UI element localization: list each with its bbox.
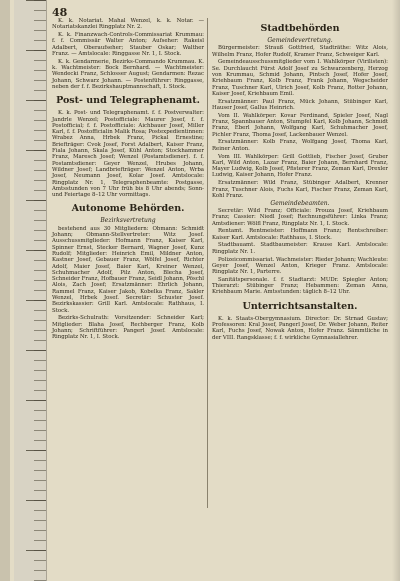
measuring-ruler (14, 0, 47, 581)
paragraph: bestehend aus 30 Mitgliedern: Obmann: Schmidt Johann; Obmann-Stellvertreter: Witz Josef. Ausschussmitglieder: Hofmann Franz, Kaiser Karl, Spinner Ernst, Stecker Bernard, Wagner Josef, Kunz Rudolf; Mitglieder: Heinrich Emil, Mildner Anton, Kastner Josef, Gebauer Franz, Wölfel Josef, Richter Adolf, Maier Josef, Baier Karl, Kreiner Wenzel, Schuhmacher Adolf, Pilz Anton, Blecha Josef, Schneider Franz, Hofbauer Franz, Seidl Johann, Pöschl Alois, Zach Josef; Ersatzmänner: Ehrlich Johann, Rammel Franz, Kaiser Jakob, Kobelka Franz, Sakler Wenzel, Hrbek Josef. Secretär: Schuster Josef. Bezirkskassier: Grill Karl. Amtslocale: Rathhaus, I. Stock. (52, 225, 204, 314)
page-number: 48 (52, 6, 68, 19)
section-heading: Stadtbehörden (260, 23, 340, 34)
paragraph: K. k. Post- und Telegraphenamt. f. f. Postverwalter: Jandrle Wenzel; Postofficiale: Maurer Josef, f. f. Postofficial; f. f. Postofficiale: Aichbauer Josef, Miller Karl, f. f. Postofficialin Malik Rosa; Postexpedientinnen: Wrabez Anna, Hrbek Franz, Pickal Ernestine; Briefträger: Cvok Josef, Forst Adalbert, Kaiser Franz, Fiala Johann, Skala Josef, Kühl Anton; Stockhammer Franz, Maresch Josef; Wenzel (Postamtsdiener). f. f. Postamtsdiener: Geyer Wenzel, Hrubes Johann, Wildner Josef; Landbriefträger: Wenzel Anton, Wrba Josef, Neumann Josef, Kolar Josef. Amtslocale: Ringplatz Nr. 1, Telegraphenbeamte: Postgasse, Amtsstunden von 7 Uhr früh bis 8 Uhr abends; Sonn- und Feiertage 8–12 Uhr vormittags. (52, 110, 204, 199)
section-heading: Autonome Behörden. (71, 203, 185, 215)
paragraph: K. k. Staats-Obergymnasium. Director: Dr. Strnad Gustav; Professoren: Kral Josef, Pangerl Josef, Dr. Weber Johann, Reiter Karl, Fuchs Josef, Nowak Anton, Hofer Franz. Sämmtliche in der VIII. Rangsklasse; f. f. wirkliche Gymnasiallehrer. (212, 315, 388, 341)
left-column (52, 18, 204, 342)
page-edge-shadow (392, 0, 400, 581)
paragraph: Vom III. Wahlkörper: Grill Gottlieb, Fischer Josef, Gruber Karl, Wild Anton, Lazar Franz, Baier Johann, Bernhard Franz, Mayer Ludwig, Kolb Josef, Pfisterer Franz, Zeman Karl, Drexler Ludwig, Kaiser Johann, Hofer Franz. (212, 153, 388, 179)
paragraph: Gemeindeausschussmitglieder vom I. Wahlkörper (Virilisten): Se. Durchlaucht Fürst Adolf Josef zu Schwarzenberg, Herzog von Krummau, Schmid Johann, Pintsch Josef, Hofer Josef, Kriehbaum Franz, Kolb Franz, Frank Johann, Wegscheider Franz, Tuschner Karl, Ulrich Josef, Kolb Franz, Rotter Johann, Kaiser Josef, Kriehbaum Emil. (212, 59, 388, 97)
subheading: Bezirksvertretung (100, 217, 156, 225)
paragraph: Vom II. Wahlkörper: Kovar Ferdinand, Spieler Josef, Nagl Franz, Spannbauer Anton, Stumpfel Karl, Kolb Johann, Schmidt Franz, Eberl Johann, Wolfgang Karl, Schuhmacher Josef, Pichler Franz, Thoma Josef, Lackenbauer Wenzel. (212, 112, 388, 138)
paragraph: Ersatzmänner: Kolb Franz, Wolfgang Josef, Thoma Karl, Reiner Anton. (212, 139, 388, 152)
section-heading: Unterrichtsanstalten. (242, 300, 358, 312)
paragraph: Bezirks-Schulrath: Vorsitzender: Schneider Karl; Mitglieder: Blaha Josef, Rechberger Franz, Kolb Johann; Schriftführer: Pangerl Josef. Amtslocale: Ringplatz Nr. 1, I. Stock. (52, 315, 204, 341)
right-column (212, 18, 388, 342)
paragraph: Ersatzmänner: Paul Franz, Mück Johann, Stübinger Karl, Hauser Josef, Gallus Heinrich. (212, 98, 388, 111)
subheading: Gemeindevertretung. (267, 37, 333, 44)
column-divider (207, 18, 208, 508)
paragraph: Sanitätspersonale. f. f. Stadtarzt: MUDr. Spiegler Anton; Thierarzt: Stübinger Franz; Hebammen: Zeman Anna, Kriehbaum Marie. Amtsstunden: täglich 8–12 Uhr. (212, 276, 388, 296)
paragraph: Polizeicommissariat. Wachmeister: Rieder Johann; Wachleute: Geyer Josef, Wenzel Anton, Krieger Franz. Amtslocale: Ringplatz Nr. 1, Parterre. (212, 256, 388, 276)
paragraph: Secretär: Wild Franz; Officiale: Prouza Josef, Kriehbaum Franz; Cassier: Niedl Josef; Rechnungsführer: Linka Franz; Amtsdiener: Wölfl Franz, Ringplatz Nr. 1, I. Stock. (212, 207, 388, 227)
paragraph: Rentamt. Rentmeister: Hoffmann Franz; Rentschreiber: Kaiser Karl. Amtslocale: Rathhaus, I. Stock. (212, 228, 388, 241)
section-heading: Post- und Telegraphenamt. (56, 95, 200, 107)
ruler-major-ticks (14, 0, 46, 581)
paragraph: K. k. Gendarmerie, Bezirks-Commando Krummau. K. k. Wachtmeister: Bock Bernhard. — Wachtmeister: Wendecki Franz, Schlosser August; Gendarmen: Rezac Johann, Schwarz Johann. — Postenführer: Ringgasse, neben der f. f. Bezirkshauptmannschaft, I. Stock. (52, 58, 204, 90)
paragraph: Ersatzmänner: Wild Franz, Stübinger Adalbert, Krenner Franz, Tuschner Alois, Fuchs Karl, Fischer Franz, Zeman Karl, Kohl Franz. (212, 180, 388, 199)
paragraph: K. k. Finanzwach-Controls-Commissariat Krummau: f. f. Commissär Walter Anton; Aufseher: Rakeisl Adalbert, Oberaufseher; Stauber Oskar; Walther Franz. — Amtslocale: Ringgasse Nr. 1, I. Stock. (52, 32, 204, 57)
paragraph: K. k. Notariat. Mahal Wenzel, k. k. Notar. — Notariatskanzlei Ringplatz Nr. 2. (52, 18, 204, 31)
subheading: Gemeindebeamten. (270, 199, 330, 207)
paragraph: Stadtbauamt. Stadtbaumeister: Krause Karl. Amtslocale: Ringplatz Nr. 1. (212, 242, 388, 255)
paragraph: Bürgermeister: Strauß Gottfried, Stadträthe: Witz Alois, Wilhelm Franz, Hofer Rudolf, Kramer Franz, Schweiger Karl. (212, 45, 388, 58)
